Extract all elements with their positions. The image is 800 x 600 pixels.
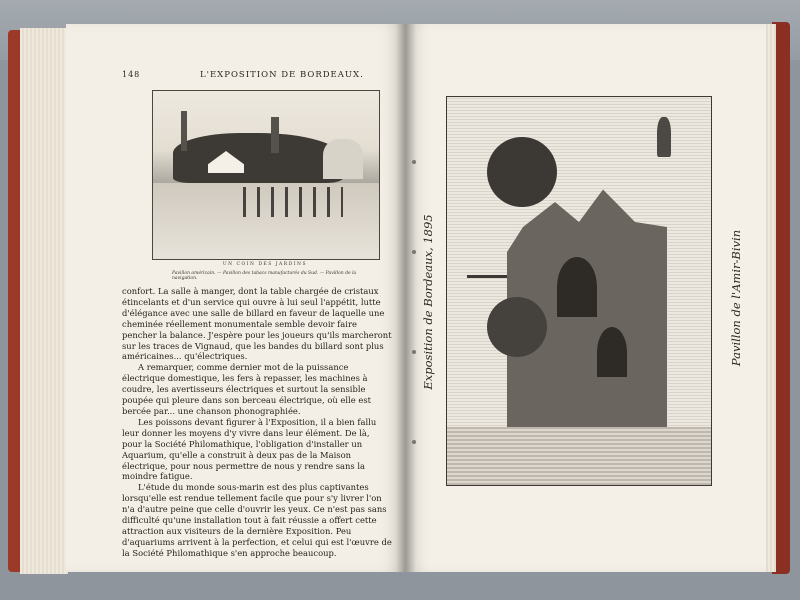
left-page-edges: [20, 28, 68, 574]
photo-trees: [173, 133, 343, 183]
engraving-arch: [557, 257, 597, 317]
garden-photo: [152, 90, 380, 260]
body-text: [122, 286, 392, 559]
page-number: 148: [122, 70, 141, 79]
photo-caption: Pavillon américain. — Pavillon des tabacs manufacturés du Sud. — Pavillon de la navigation.: [172, 271, 357, 281]
binding-stitch: [412, 350, 416, 354]
binding-stitch: [412, 160, 416, 164]
engraving-arch: [597, 327, 627, 377]
plate-caption-left: Exposition de Bordeaux, 1895: [421, 214, 435, 390]
photo-pavilion: [323, 139, 363, 179]
photo-tower: [271, 117, 279, 153]
photo-tower: [181, 111, 187, 151]
binding-stitch: [412, 250, 416, 254]
paragraph: L'étude du monde sous-marin est des plus captivantes lorsqu'elle est rendue tellement facile que pour s'y livrer l'on n'a d'autre peine que celle d'ouvrir les yeux. Ce n'est pas sans difficulté qu'une installation tout à fait réussie a offert cette attraction aux visiteurs de la dernière Exposition. Peu d'aquariums arrivent à la perfection, et celui qui est l'œuvre de la Société Philomathique s'en approche beaucoup.: [122, 482, 392, 558]
photo-people: [243, 187, 343, 217]
paragraph: confort. La salle à manger, dont la table chargée de cristaux étincelants et d'un service qui ouvre à lui seul l'appétit, lutte d'élégance avec une salle de billard en faveur de laquelle une cheminée réellement monumentale semble devoir faire pencher la balance. J'espère pour les joueurs qu'ils marcheront sur les traces de Vignaud, que les bandes du billard sont plus américaines... qu'électriques.: [122, 286, 392, 362]
engraving-ground: [447, 427, 711, 485]
engraving-tree: [487, 297, 547, 357]
running-title: L'EXPOSITION DE BORDEAUX.: [200, 70, 364, 80]
engraving-spire: [467, 275, 507, 278]
engraving-tree: [487, 137, 557, 207]
book-gutter: [396, 24, 416, 572]
paragraph: A remarquer, comme dernier mot de la puissance électrique domestique, les fers à repasser, les machines à coudre, les avertisseurs électriques et surtout la sensible poupée qui pleure dans son berceau électrique, où elle est bercée par... une chanson phonographiée.: [122, 362, 371, 416]
paragraph: Les poissons devant figurer à l'Exposition, il a bien fallu leur donner les moyens d'y vivre dans leur élément. De là, pour la Société Philomathique, l'obligation d'installer un Aquarium, qu'elle a construit à deux pas de la Maison électrique, pour nous permettre de nous y rendre sans la moindre fatigue.: [122, 416, 377, 482]
photo-title: UN COIN DES JARDINS: [222, 262, 308, 267]
plate-caption-right: Pavillon de l'Amir-Bivin: [729, 229, 743, 367]
binding-stitch: [412, 440, 416, 444]
pavilion-engraving: [446, 96, 712, 486]
engraving-figure: [657, 117, 671, 157]
